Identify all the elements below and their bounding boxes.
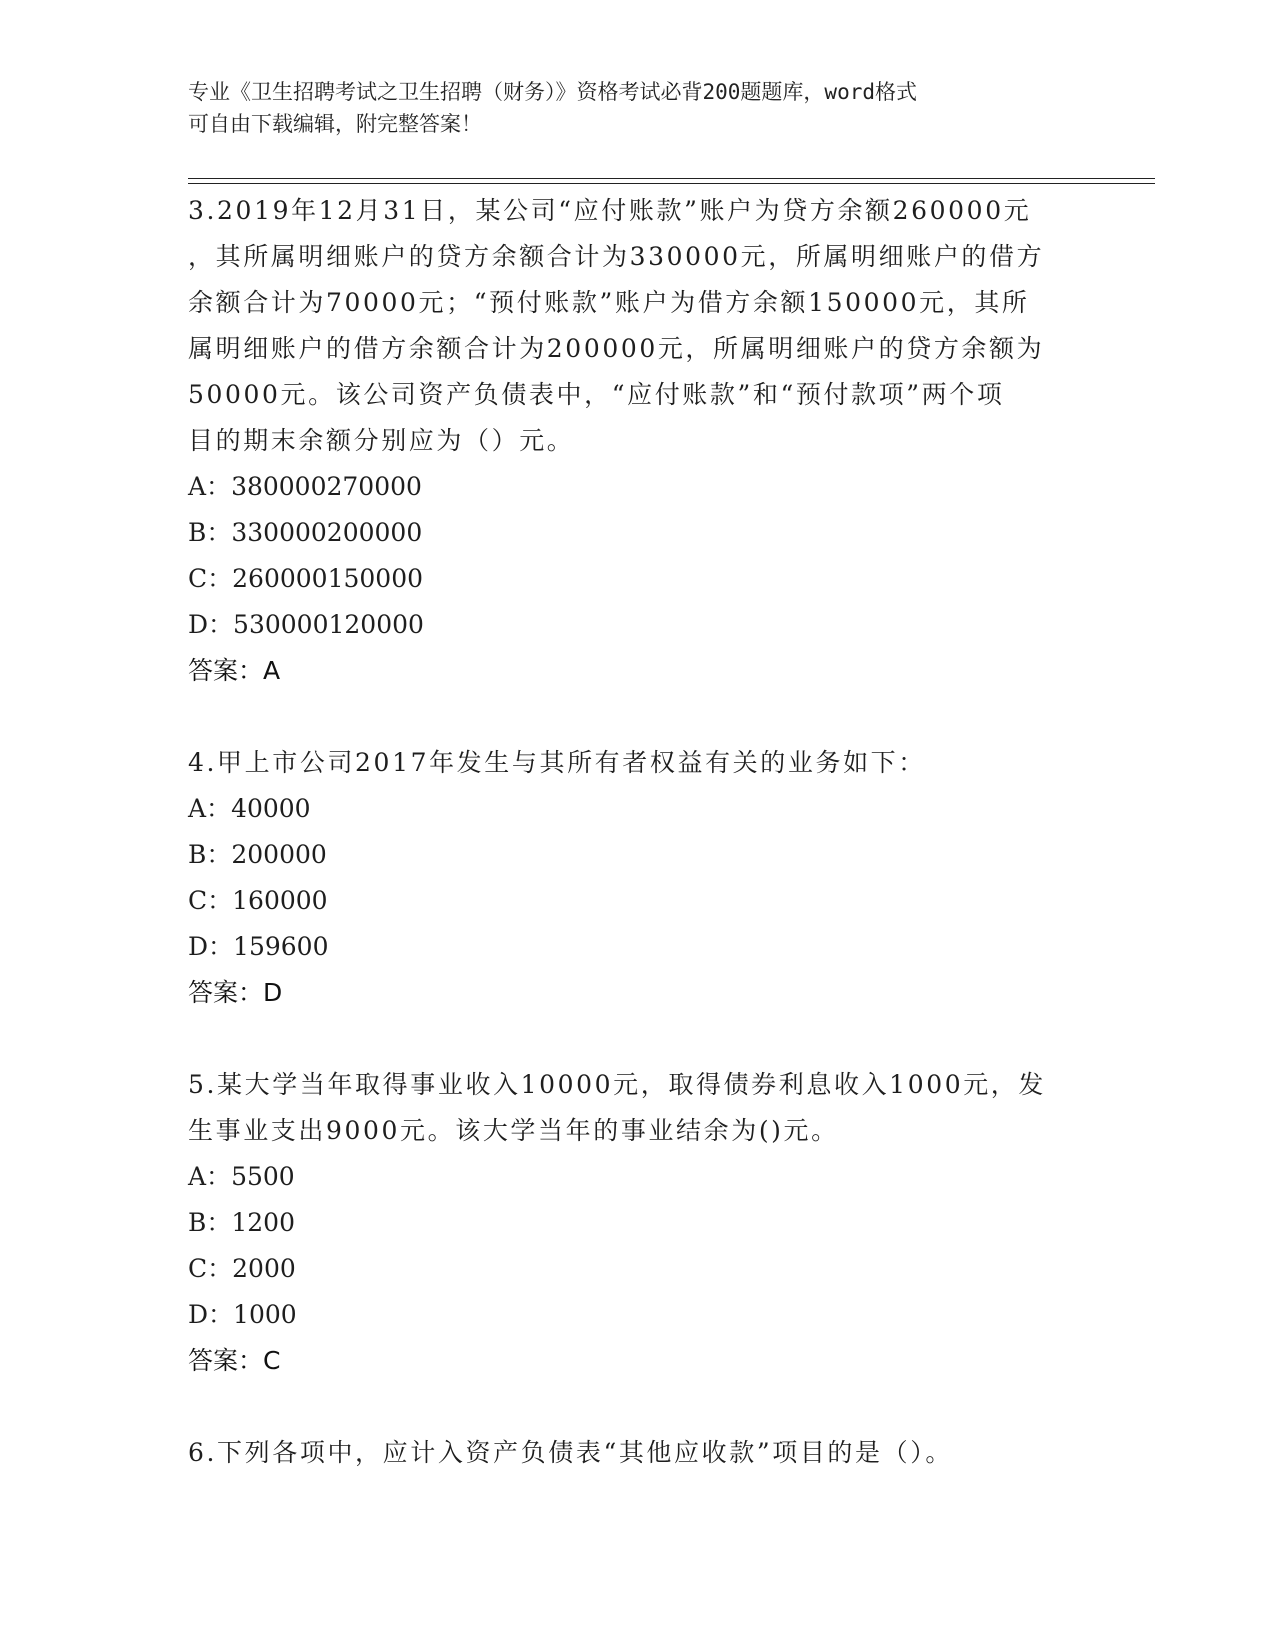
option-key: A： bbox=[188, 1162, 232, 1191]
question-stem-line: 5.某大学当年取得事业收入10000元，取得债券利息收入1000元，发 bbox=[188, 1070, 1047, 1099]
option-key: C： bbox=[188, 1254, 233, 1283]
header-divider-bottom bbox=[188, 183, 1155, 184]
document-header bbox=[188, 76, 1068, 140]
question-stem-line: 生事业支出9000元。该大学当年的事业结余为()元。 bbox=[188, 1116, 839, 1145]
question-4 bbox=[188, 740, 1088, 1016]
option-text: 159600 bbox=[233, 932, 329, 961]
option-key: A： bbox=[188, 472, 232, 501]
option-key: B： bbox=[188, 518, 232, 547]
question-stem-line: 属明细账户的借方余额合计为200000元，所属明细账户的贷方余额为 bbox=[188, 334, 1045, 363]
option-text: 200000 bbox=[231, 840, 327, 869]
option-b bbox=[188, 832, 1088, 878]
option-text: 160000 bbox=[232, 886, 328, 915]
option-text: 40000 bbox=[231, 794, 311, 823]
question-3 bbox=[188, 188, 1088, 694]
question-stem-line: 50000元。该公司资产负债表中，“应付账款”和“预付款项”两个项 bbox=[188, 380, 1005, 409]
spacer bbox=[188, 1016, 1088, 1062]
option-key: B： bbox=[188, 1208, 232, 1237]
option-text: 1200 bbox=[231, 1208, 295, 1237]
option-b bbox=[188, 510, 1088, 556]
option-text: 380000270000 bbox=[231, 472, 422, 501]
question-stem-line: 余额合计为70000元；“预付账款”账户为借方余额150000元，其所 bbox=[188, 288, 1030, 317]
option-text: 530000120000 bbox=[233, 610, 424, 639]
option-text: 5500 bbox=[231, 1162, 295, 1191]
spacer bbox=[188, 1384, 1088, 1430]
answer-line: 答案：C bbox=[188, 1346, 281, 1375]
option-text: 330000200000 bbox=[231, 518, 423, 547]
option-key: D： bbox=[188, 1300, 234, 1329]
option-key: D： bbox=[188, 610, 234, 639]
question-5 bbox=[188, 1062, 1088, 1384]
question-list bbox=[188, 188, 1088, 1476]
option-a bbox=[188, 464, 1088, 510]
option-a bbox=[188, 1154, 1088, 1200]
header-line-1: 专业《卫生招聘考试之卫生招聘（财务）》资格考试必背200题题库，word格式 bbox=[188, 80, 917, 104]
option-d bbox=[188, 602, 1088, 648]
option-key: A： bbox=[188, 794, 232, 823]
answer-line: 答案：A bbox=[188, 656, 281, 685]
question-stem-line: ，其所属明细账户的贷方余额合计为330000元，所属明细账户的借方 bbox=[188, 242, 1045, 271]
option-key: C： bbox=[188, 886, 233, 915]
option-key: B： bbox=[188, 840, 232, 869]
option-c bbox=[188, 878, 1088, 924]
option-c bbox=[188, 556, 1088, 602]
option-text: 260000150000 bbox=[232, 564, 424, 593]
answer-line: 答案：D bbox=[188, 978, 283, 1007]
question-stem-line: 6.下列各项中，应计入资产负债表“其他应收款”项目的是（）。 bbox=[188, 1438, 953, 1467]
option-d bbox=[188, 924, 1088, 970]
option-key: D： bbox=[188, 932, 234, 961]
option-a bbox=[188, 786, 1088, 832]
option-key: C： bbox=[188, 564, 233, 593]
option-b bbox=[188, 1200, 1088, 1246]
header-line-2: 可自由下载编辑，附完整答案！ bbox=[188, 112, 482, 136]
option-text: 2000 bbox=[232, 1254, 296, 1283]
question-stem-line: 3.2019年12月31日，某公司“应付账款”账户为贷方余额260000元 bbox=[188, 196, 1032, 225]
question-stem-line: 4.甲上市公司2017年发生与其所有者权益有关的业务如下： bbox=[188, 748, 926, 777]
spacer bbox=[188, 694, 1088, 740]
question-stem-line: 目的期末余额分别应为（）元。 bbox=[188, 426, 575, 455]
option-text: 1000 bbox=[233, 1300, 297, 1329]
header-divider-top bbox=[188, 178, 1155, 179]
question-6 bbox=[188, 1430, 1088, 1476]
option-c bbox=[188, 1246, 1088, 1292]
option-d bbox=[188, 1292, 1088, 1338]
